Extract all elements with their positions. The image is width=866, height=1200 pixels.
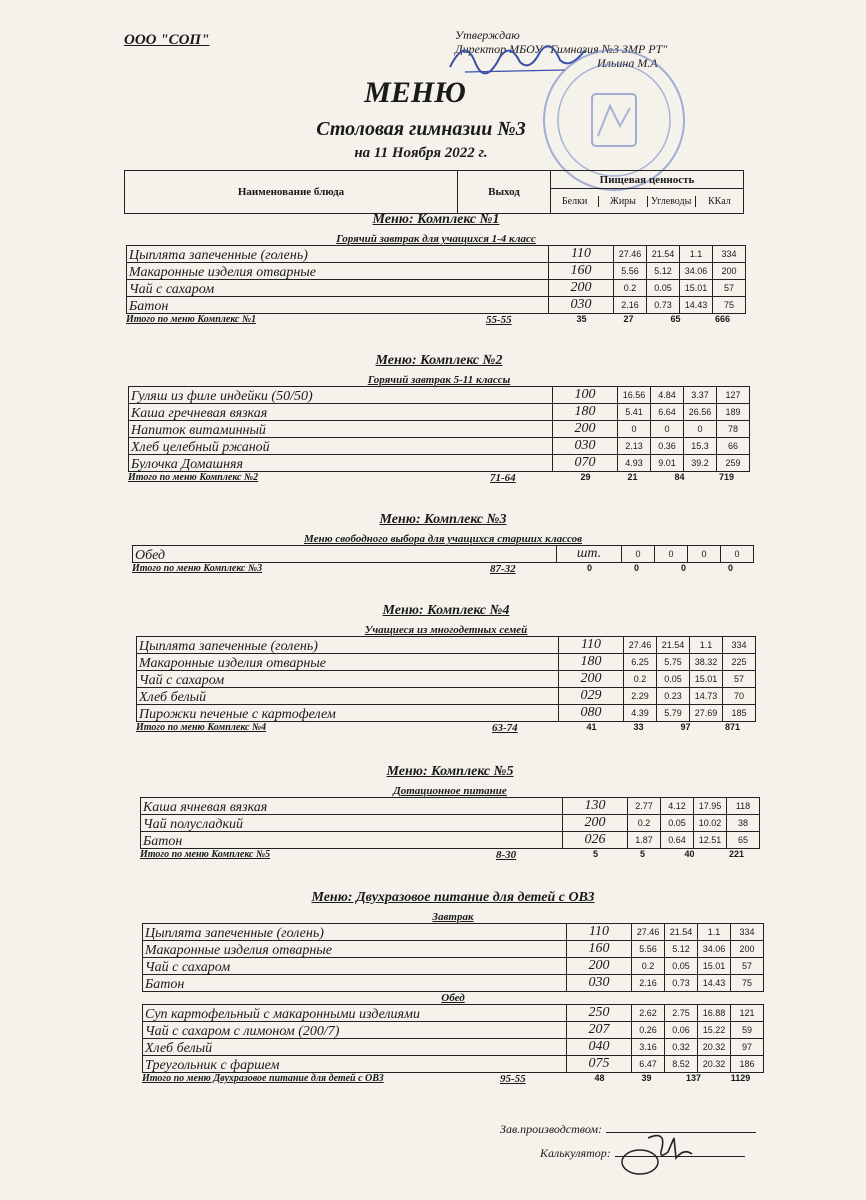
- dish-kcal: 200: [713, 263, 746, 280]
- dish-proteins: 27.46: [614, 246, 647, 263]
- complex-2-total: [128, 472, 750, 484]
- dish-fats: 0.32: [665, 1039, 698, 1056]
- dish-name: Чай с сахаром с лимоном (200/7): [143, 1022, 567, 1039]
- dish-carbs: 3.37: [684, 387, 717, 404]
- dish-output: 070: [553, 455, 618, 472]
- dish-name: Булочка Домашняя: [129, 455, 553, 472]
- approve-word: Утверждаю: [455, 28, 520, 42]
- table-row: [129, 455, 750, 472]
- table-row: [143, 975, 764, 992]
- header-output-col: Выход: [458, 171, 551, 214]
- dish-kcal: 334: [713, 246, 746, 263]
- total-label: Итого по меню Комплекс №2: [128, 472, 259, 483]
- total-carbs: 97: [680, 722, 691, 732]
- dish-kcal: 127: [717, 387, 750, 404]
- total-label: Итого по меню Комплекс №3: [132, 563, 263, 574]
- dish-output: 180: [559, 654, 624, 671]
- ovz-total: [142, 1073, 764, 1085]
- dish-fats: 0: [651, 421, 684, 438]
- total-label: Итого по меню Комплекс №5: [140, 849, 271, 860]
- dish-kcal: 121: [731, 1005, 764, 1022]
- complex-4-total: [136, 722, 756, 734]
- dish-name: Чай полусладкий: [141, 815, 563, 832]
- dish-name: Батон: [141, 832, 563, 849]
- dish-carbs: 1.1: [690, 637, 723, 654]
- dish-proteins: 27.46: [632, 924, 665, 941]
- dish-proteins: 0.26: [632, 1022, 665, 1039]
- dish-name: Цыплята запеченные (голень): [143, 924, 567, 941]
- total-output: 95-55: [500, 1073, 526, 1085]
- ovz-lunch-label: Обед: [441, 992, 465, 1004]
- dish-name: Хлеб белый: [143, 1039, 567, 1056]
- dish-carbs: 20.32: [698, 1039, 731, 1056]
- table-row: [143, 1056, 764, 1073]
- dish-carbs: 34.06: [680, 263, 713, 280]
- dish-proteins: 4.93: [618, 455, 651, 472]
- dish-proteins: 5.56: [614, 263, 647, 280]
- total-output: 8-30: [496, 849, 517, 861]
- dish-kcal: 75: [713, 297, 746, 314]
- total-proteins: 35: [576, 314, 587, 324]
- total-proteins: 41: [586, 722, 597, 732]
- total-carbs: 65: [670, 314, 681, 324]
- dish-output: 160: [567, 941, 632, 958]
- dish-name: Пирожки печеные с картофелем: [137, 705, 559, 722]
- dish-output: 200: [563, 815, 628, 832]
- dish-carbs: 15.01: [698, 958, 731, 975]
- header-proteins: Белки: [561, 195, 588, 207]
- dish-proteins: 2.62: [632, 1005, 665, 1022]
- total-kcal: 666: [714, 314, 731, 324]
- dish-carbs: 15.01: [690, 671, 723, 688]
- dish-fats: 8.52: [665, 1056, 698, 1073]
- dish-carbs: 15.22: [698, 1022, 731, 1039]
- dish-output: 250: [567, 1005, 632, 1022]
- dish-kcal: 38: [727, 815, 760, 832]
- complex-4-subtitle: Учащиеся из многодетных семей: [364, 624, 528, 636]
- dish-name: Чай с сахаром: [143, 958, 567, 975]
- dish-fats: 0.05: [665, 958, 698, 975]
- complex-3-total: [132, 563, 754, 575]
- dish-proteins: 0.2: [628, 815, 661, 832]
- table-row: [133, 546, 754, 563]
- dish-proteins: 0: [622, 546, 655, 563]
- dish-kcal: 185: [723, 705, 756, 722]
- dish-fats: 21.54: [647, 246, 680, 263]
- dish-output: 110: [567, 924, 632, 941]
- dish-fats: 6.64: [651, 404, 684, 421]
- dish-output: 080: [559, 705, 624, 722]
- total-output: 55-55: [486, 314, 512, 326]
- dish-carbs: 0: [688, 546, 721, 563]
- dish-kcal: 0: [721, 546, 754, 563]
- dish-proteins: 2.77: [628, 798, 661, 815]
- dish-carbs: 34.06: [698, 941, 731, 958]
- dish-name: Хлеб целебный ржаной: [129, 438, 553, 455]
- table-row: [127, 297, 746, 314]
- menu-title: МЕНЮ: [364, 76, 466, 109]
- table-row: [137, 671, 756, 688]
- dish-fats: 0.06: [665, 1022, 698, 1039]
- dish-carbs: 10.02: [694, 815, 727, 832]
- ovz-section: [142, 890, 764, 1085]
- dish-carbs: 39.2: [684, 455, 717, 472]
- dish-fats: 5.12: [647, 263, 680, 280]
- dish-carbs: 1.1: [680, 246, 713, 263]
- dish-output: 030: [549, 297, 614, 314]
- dish-carbs: 27.69: [690, 705, 723, 722]
- dish-kcal: 334: [723, 637, 756, 654]
- dish-name: Каша ячневая вязкая: [141, 798, 563, 815]
- dish-name: Батон: [127, 297, 549, 314]
- dish-fats: 9.01: [651, 455, 684, 472]
- dish-kcal: 259: [717, 455, 750, 472]
- total-kcal: 719: [718, 472, 735, 482]
- dish-output: 100: [553, 387, 618, 404]
- dish-output: 200: [559, 671, 624, 688]
- dish-fats: 4.84: [651, 387, 684, 404]
- dish-carbs: 16.88: [698, 1005, 731, 1022]
- dish-kcal: 57: [731, 958, 764, 975]
- dish-output: 110: [549, 246, 614, 263]
- dish-name: Макаронные изделия отварные: [127, 263, 549, 280]
- total-output: 71-64: [490, 472, 516, 484]
- dish-name: Каша гречневая вязкая: [129, 404, 553, 421]
- table-row: [137, 688, 756, 705]
- dish-proteins: 0.2: [632, 958, 665, 975]
- dish-output: 200: [567, 958, 632, 975]
- menu-date: на 11 Ноября 2022 г.: [354, 145, 488, 161]
- dish-kcal: 334: [731, 924, 764, 941]
- dish-kcal: 59: [731, 1022, 764, 1039]
- dish-output: 160: [549, 263, 614, 280]
- total-fats: 5: [639, 849, 645, 859]
- dish-carbs: 1.1: [698, 924, 731, 941]
- dish-kcal: 57: [713, 280, 746, 297]
- table-row: [141, 798, 760, 815]
- dish-proteins: 4.39: [624, 705, 657, 722]
- header-name-col: Наименование блюда: [125, 171, 458, 214]
- complex-5-subtitle: Дотационное питание: [393, 785, 507, 797]
- total-proteins: 29: [580, 472, 591, 482]
- dish-output: 110: [559, 637, 624, 654]
- dish-proteins: 2.16: [632, 975, 665, 992]
- complex-3-section: [132, 512, 754, 575]
- dish-fats: 21.54: [665, 924, 698, 941]
- complex-1-table: [126, 245, 746, 314]
- dish-name: Чай с сахаром: [137, 671, 559, 688]
- table-row: [137, 654, 756, 671]
- total-label: Итого по меню Комплекс №1: [126, 314, 257, 325]
- dish-name: Гуляш из филе индейки (50/50): [129, 387, 553, 404]
- dish-output: 026: [563, 832, 628, 849]
- complex-5-total: [140, 849, 760, 861]
- dish-carbs: 38.32: [690, 654, 723, 671]
- table-row: [127, 280, 746, 297]
- total-kcal: 1129: [730, 1073, 751, 1083]
- total-label: Итого по меню Двухразовое питание для детей с ОВЗ: [142, 1073, 384, 1084]
- dish-output: 029: [559, 688, 624, 705]
- dish-proteins: 6.25: [624, 654, 657, 671]
- complex-5-title: Меню: Комплекс №5: [386, 764, 514, 779]
- dish-kcal: 118: [727, 798, 760, 815]
- complex-3-title: Меню: Комплекс №3: [379, 512, 507, 527]
- complex-1-total: [126, 314, 746, 326]
- table-header: [124, 170, 744, 214]
- total-proteins: 0: [586, 563, 592, 573]
- dish-output: 040: [567, 1039, 632, 1056]
- dish-carbs: 20.32: [698, 1056, 731, 1073]
- dish-name: Треугольник с фаршем: [143, 1056, 567, 1073]
- menu-subtitle: Столовая гимназии №3: [316, 118, 526, 140]
- total-carbs: 0: [680, 563, 686, 573]
- dish-fats: 4.12: [661, 798, 694, 815]
- dish-fats: 0.36: [651, 438, 684, 455]
- total-output: 87-32: [490, 563, 516, 575]
- dish-carbs: 0: [684, 421, 717, 438]
- dish-fats: 0.73: [647, 297, 680, 314]
- dish-name: Хлеб белый: [137, 688, 559, 705]
- dish-kcal: 66: [717, 438, 750, 455]
- dish-carbs: 12.51: [694, 832, 727, 849]
- table-row: [129, 421, 750, 438]
- dish-name: Напиток витаминный: [129, 421, 553, 438]
- table-row: [127, 263, 746, 280]
- total-fats: 39: [641, 1073, 652, 1083]
- table-row: [143, 1005, 764, 1022]
- dish-kcal: 225: [723, 654, 756, 671]
- complex-3-subtitle: Меню свободного выбора для учащихся старших классов: [303, 533, 583, 545]
- dish-proteins: 6.47: [632, 1056, 665, 1073]
- complex-4-section: [136, 603, 756, 734]
- complex-1-subtitle: Горячий завтрак для учащихся 1-4 класс: [336, 233, 536, 245]
- dish-carbs: 14.43: [698, 975, 731, 992]
- dish-carbs: 15.01: [680, 280, 713, 297]
- table-row: [127, 246, 746, 263]
- dish-carbs: 17.95: [694, 798, 727, 815]
- dish-output: 180: [553, 404, 618, 421]
- dish-carbs: 15.3: [684, 438, 717, 455]
- complex-3-table: [132, 545, 754, 563]
- dish-output: 030: [567, 975, 632, 992]
- ovz-title: Меню: Двухразовое питание для детей с ОВЗ: [311, 890, 595, 905]
- approve-position: Директор МБОУ "Гимназия №3 ЗМР РТ": [455, 42, 668, 56]
- dish-name: Обед: [133, 546, 557, 563]
- total-fats: 21: [627, 472, 638, 482]
- total-fats: 33: [633, 722, 644, 732]
- dish-proteins: 3.16: [632, 1039, 665, 1056]
- complex-5-section: [140, 764, 760, 861]
- dish-fats: 0.05: [657, 671, 690, 688]
- organization-name: ООО "СОП": [124, 32, 210, 48]
- table-row: [137, 637, 756, 654]
- calculator-signature-icon: [618, 1128, 698, 1178]
- ovz-breakfast-label: Завтрак: [432, 911, 474, 923]
- dish-proteins: 0.2: [614, 280, 647, 297]
- dish-name: Макаронные изделия отварные: [137, 654, 559, 671]
- complex-2-subtitle: Горячий завтрак 5-11 классы: [367, 374, 511, 386]
- dish-kcal: 57: [723, 671, 756, 688]
- dish-name: Батон: [143, 975, 567, 992]
- complex-5-table: [140, 797, 760, 849]
- ovz-lunch-table: [142, 1004, 764, 1073]
- production-label: Зав.производством:: [500, 1122, 603, 1136]
- dish-fats: 0.64: [661, 832, 694, 849]
- dish-output: 207: [567, 1022, 632, 1039]
- table-row: [129, 404, 750, 421]
- table-row: [141, 832, 760, 849]
- table-row: [143, 941, 764, 958]
- dish-proteins: 0: [618, 421, 651, 438]
- total-proteins: 48: [594, 1073, 605, 1083]
- dish-fats: 5.79: [657, 705, 690, 722]
- dish-name: Макаронные изделия отварные: [143, 941, 567, 958]
- dish-output: 075: [567, 1056, 632, 1073]
- total-kcal: 871: [724, 722, 741, 732]
- dish-carbs: 14.73: [690, 688, 723, 705]
- dish-kcal: 75: [731, 975, 764, 992]
- table-row: [143, 924, 764, 941]
- total-fats: 27: [623, 314, 634, 324]
- dish-kcal: 189: [717, 404, 750, 421]
- dish-name: Цыплята запеченные (голень): [127, 246, 549, 263]
- dish-kcal: 200: [731, 941, 764, 958]
- dish-fats: 5.12: [665, 941, 698, 958]
- dish-proteins: 5.41: [618, 404, 651, 421]
- header-carbs: Углеводы: [647, 196, 695, 207]
- dish-proteins: 0.2: [624, 671, 657, 688]
- dish-carbs: 26.56: [684, 404, 717, 421]
- dish-fats: 2.75: [665, 1005, 698, 1022]
- dish-output: шт.: [557, 546, 622, 563]
- table-row: [137, 705, 756, 722]
- header-nutrition: Пищевая ценность: [551, 171, 744, 189]
- total-proteins: 5: [592, 849, 598, 859]
- complex-2-title: Меню: Комплекс №2: [375, 353, 503, 368]
- total-fats: 0: [633, 563, 639, 573]
- dish-kcal: 186: [731, 1056, 764, 1073]
- dish-fats: 5.75: [657, 654, 690, 671]
- dish-proteins: 27.46: [624, 637, 657, 654]
- dish-carbs: 14.43: [680, 297, 713, 314]
- dish-fats: 0: [655, 546, 688, 563]
- dish-kcal: 65: [727, 832, 760, 849]
- dish-proteins: 2.16: [614, 297, 647, 314]
- total-label: Итого по меню Комплекс №4: [136, 722, 267, 733]
- table-row: [143, 1039, 764, 1056]
- header-fats: Жиры: [598, 196, 646, 207]
- complex-1-title: Меню: Комплекс №1: [372, 212, 500, 227]
- complex-2-section: [128, 353, 750, 484]
- calculator-label: Калькулятор:: [540, 1146, 611, 1160]
- dish-kcal: 70: [723, 688, 756, 705]
- dish-name: Суп картофельный с макаронными изделиями: [143, 1005, 567, 1022]
- table-row: [141, 815, 760, 832]
- complex-4-title: Меню: Комплекс №4: [382, 603, 510, 618]
- total-kcal: 221: [728, 849, 745, 859]
- table-row: [129, 438, 750, 455]
- dish-fats: 0.23: [657, 688, 690, 705]
- dish-proteins: 2.29: [624, 688, 657, 705]
- dish-proteins: 16.56: [618, 387, 651, 404]
- header-kcal: ККал: [695, 196, 743, 207]
- total-carbs: 40: [684, 849, 695, 859]
- dish-fats: 21.54: [657, 637, 690, 654]
- complex-2-table: [128, 386, 750, 472]
- dish-name: Чай с сахаром: [127, 280, 549, 297]
- dish-fats: 0.05: [661, 815, 694, 832]
- complex-1-section: [126, 212, 746, 326]
- dish-output: 200: [549, 280, 614, 297]
- dish-fats: 0.73: [665, 975, 698, 992]
- dish-proteins: 5.56: [632, 941, 665, 958]
- ovz-breakfast-table: [142, 923, 764, 992]
- dish-output: 200: [553, 421, 618, 438]
- dish-name: Цыплята запеченные (голень): [137, 637, 559, 654]
- dish-fats: 0.05: [647, 280, 680, 297]
- dish-proteins: 1.87: [628, 832, 661, 849]
- total-output: 63-74: [492, 722, 518, 734]
- total-carbs: 84: [674, 472, 685, 482]
- table-row: [129, 387, 750, 404]
- table-row: [143, 958, 764, 975]
- dish-output: 030: [553, 438, 618, 455]
- dish-kcal: 78: [717, 421, 750, 438]
- dish-proteins: 2.13: [618, 438, 651, 455]
- complex-4-table: [136, 636, 756, 722]
- dish-kcal: 97: [731, 1039, 764, 1056]
- approve-name: Ильина М.А: [597, 56, 658, 70]
- table-row: [143, 1022, 764, 1039]
- total-carbs: 137: [685, 1073, 702, 1083]
- total-kcal: 0: [727, 563, 733, 573]
- dish-output: 130: [563, 798, 628, 815]
